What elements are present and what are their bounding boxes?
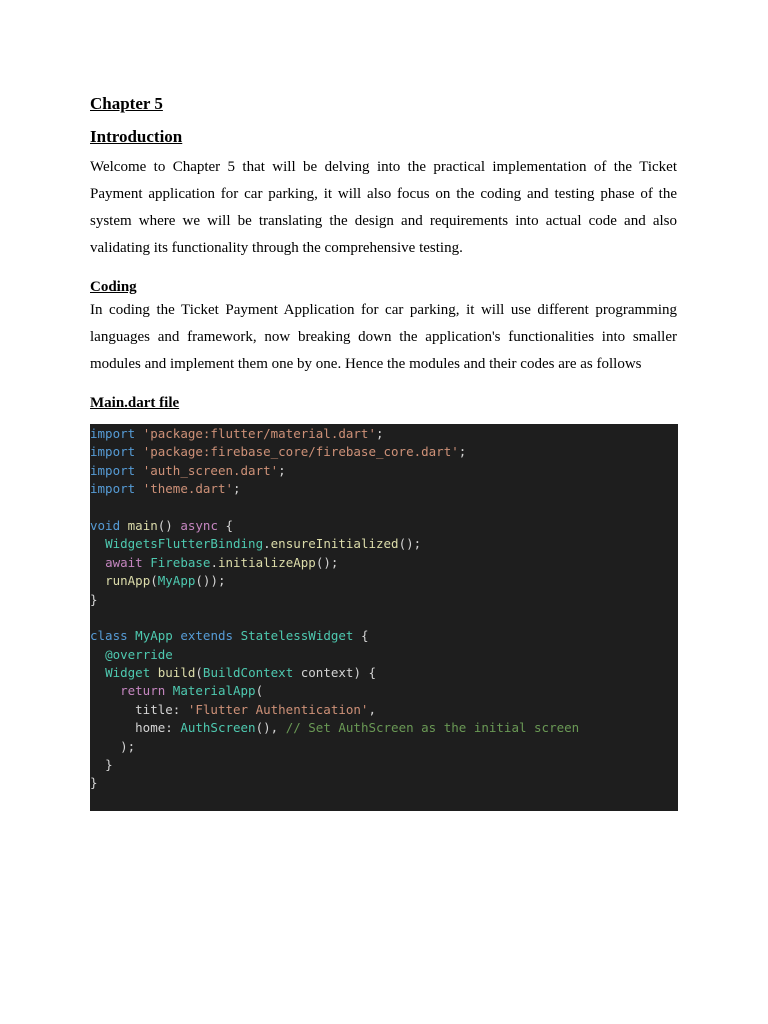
introduction-paragraph: Welcome to Chapter 5 that will be delving into the practical implementation of the Ticket Payment application for car parking, it will also focus on the coding and testing phase of the system where we will be translating the design and requirements into actual code and also validating its functionality through the comprehensive testing. <box>90 159 677 256</box>
code-line: await Firebase.initializeApp(); <box>105 554 339 570</box>
code-line: WidgetsFlutterBinding.ensureInitialized(); <box>105 536 422 552</box>
code-blank-line <box>90 499 678 517</box>
code-blank-line <box>90 609 678 627</box>
code-line: ); <box>120 738 136 754</box>
code-line: runApp(MyApp()); <box>105 573 226 589</box>
code-line: class MyApp extends StatelessWidget { <box>90 628 369 644</box>
code-line: Widget build(BuildContext context) { <box>105 665 377 681</box>
main-dart-file-heading: Main.dart file <box>90 395 180 411</box>
code-line: home: AuthScreen(), // Set AuthScreen as the initial screen <box>135 720 580 736</box>
code-line: } <box>105 757 113 773</box>
coding-paragraph: In coding the Ticket Payment Application for car parking, it will use different programming languages and framework, now breaking down the application's functionalities into smaller modules and implement them one by one. Hence the modules and their codes are as follows <box>90 302 677 372</box>
code-block <box>90 424 678 811</box>
document-page <box>90 92 677 413</box>
code-line: import 'auth_screen.dart'; <box>90 462 286 478</box>
introduction-heading: Introduction <box>90 127 183 146</box>
coding-heading: Coding <box>90 279 137 295</box>
code-line: import 'theme.dart'; <box>90 481 241 497</box>
code-line: void main() async { <box>90 517 234 533</box>
code-line: } <box>90 775 98 791</box>
code-line: return MaterialApp( <box>120 683 264 699</box>
code-line: title: 'Flutter Authentication', <box>135 701 376 717</box>
code-line: import 'package:flutter/material.dart'; <box>90 426 384 441</box>
code-line: @override <box>105 646 173 662</box>
chapter-title: Chapter 5 <box>90 94 163 113</box>
code-line: import 'package:firebase_core/firebase_core.dart'; <box>90 444 467 460</box>
code-line: } <box>90 591 98 607</box>
